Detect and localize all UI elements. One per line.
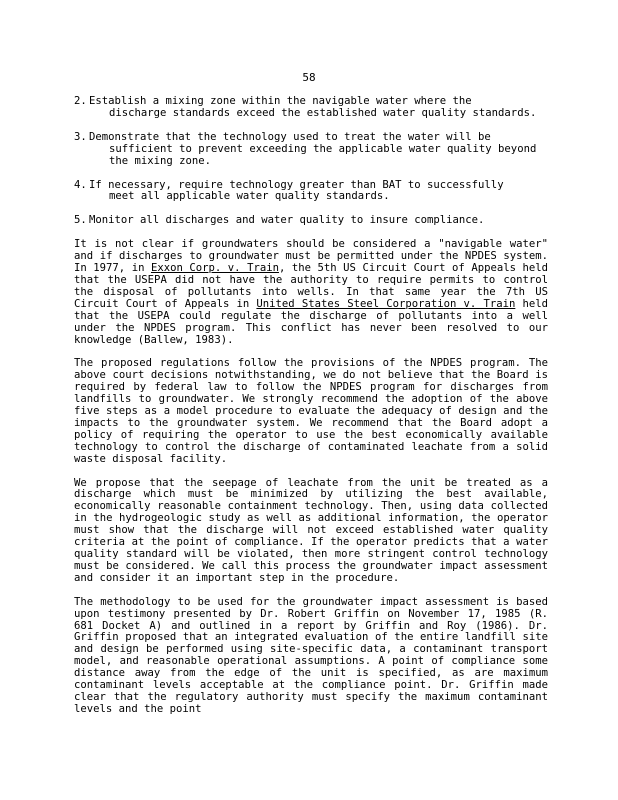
paragraph-navigable-water — [74, 239, 548, 346]
list-text — [89, 180, 548, 204]
page-body — [74, 96, 548, 716]
list-text — [89, 215, 548, 227]
list-text — [89, 96, 548, 120]
list-item — [74, 132, 548, 168]
list-number: 3. — [74, 130, 87, 143]
list-text — [89, 132, 548, 168]
list-item — [74, 96, 548, 120]
case-citation-us-steel: United States Steel Corporation v. Train — [256, 297, 516, 310]
paragraph-seepage-proposal: We propose that the seepage of leachate from the unit be treated as a discharge which must be minimized by utilizing the best available, economically reasonable containment technology. Then, using data collected in the hydrogeologic study as well as additional information, the operator must show that the discharge will not exceed established water quality criteria at the point of compliance. If the operator predicts that a water quality standard will be violated, then more stringent control technology must be considered. We call this process the groundwater impact assessment and consider it an important step in the procedure. — [74, 476, 548, 584]
list-text-first-line: Monitor all discharges and water quality to insure compliance. — [89, 214, 485, 227]
page-number: 58 — [302, 71, 316, 84]
list-item — [74, 215, 548, 227]
list-number: 2. — [74, 95, 87, 107]
list-text-first-line: Demonstrate that the technology used to treat the water will be — [89, 130, 491, 143]
list-text-continuation: sufficient to prevent exceeding the applicable water quality beyond the mixing zone. — [109, 142, 537, 167]
paragraph-text: held that the USEPA could regulate the discharge of pollutants into a well under the NPDES program. This conflict has never been resolved to our knowledge (Ballew, 1983). — [74, 297, 548, 346]
list-number: 4. — [74, 178, 87, 191]
list-number: 5. — [74, 214, 87, 227]
list-text-first-line: Establish a mixing zone within the navigable water where the — [89, 95, 472, 107]
paragraph-text: , the 5th US Circuit Court of Appeals held that the USEPA did not have the authority to require permits to control the disposal of pollutants into wells. In that same year the 7th US Circuit Court of Appeals in — [74, 262, 548, 310]
paragraph-methodology: The methodology to be used for the groundwater impact assessment is based upon testimony presented by Dr. Robert Griffin on November 17, 1985 (R. 681 Docket A) and outlined in a report by Griffin and Roy (1986). Dr. Griffin proposed that an integrated evaluation of the entire landfill site and design be performed using site-specific data, a contaminant transport model, and reasonable operational assumptions. A point of compliance some distance away from the edge of the unit is specified, as are maximum contaminant levels acceptable at the compliance point. Dr. Griffin made clear that the regulatory authority must specify the maximum contaminant levels and the point — [74, 595, 548, 715]
case-citation-exxon: Exxon Corp. v. Train — [150, 262, 279, 275]
list-text-continuation: discharge standards exceed the established water quality standards. — [109, 106, 537, 119]
list-text-continuation: meet all applicable water quality standards. — [109, 190, 390, 203]
paragraph-text: It is not clear if groundwaters should be considered a "navigable water" and if discharges to groundwater must be permitted under the NPDES system. In 1977, in — [74, 238, 548, 275]
list-item — [74, 180, 548, 204]
list-text-first-line: If necessary, require technology greater than BAT to successfully — [89, 178, 504, 191]
paragraph-proposed-regulations: The proposed regulations follow the provisions of the NPDES program. The above court decisions notwithstanding, we do not believe that the Board is required by federal law to follow the NPDES program for discharges from landfills to groundwater. We strongly recommend the adoption of the above five steps as a model procedure to evaluate the adequacy of design and the impacts to the groundwater system. We recommend that the Board adopt a policy of requiring the operator to use the best economically available technology to control the discharge of contaminated leachate from a solid waste disposal facility. — [74, 357, 548, 465]
